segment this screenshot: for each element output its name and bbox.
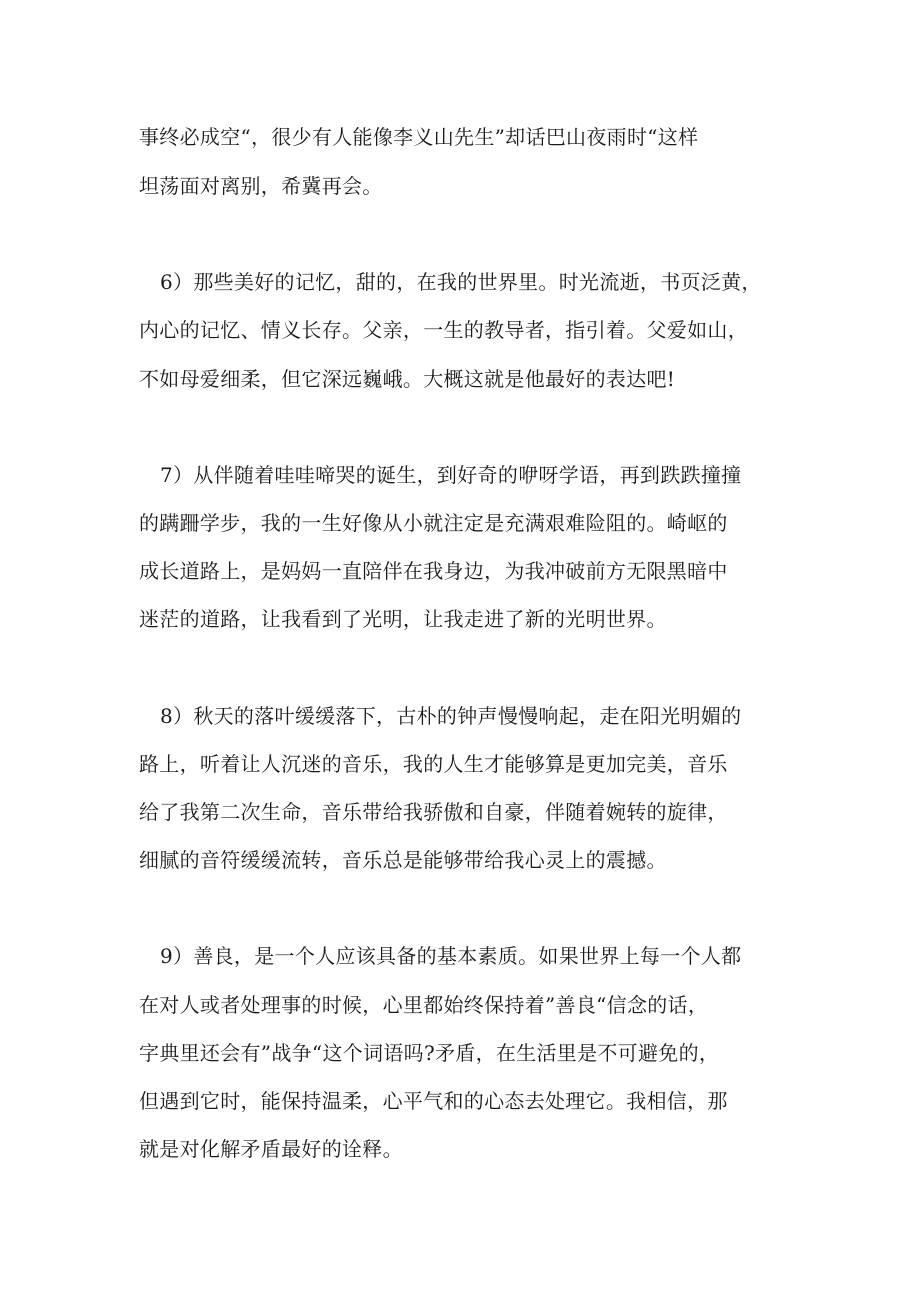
paragraph-line: 内心的记忆、情义长存。父亲，一生的教导者，指引着。父爱如山， — [139, 318, 748, 342]
paragraph-line: 成长道路上，是妈妈一直陪伴在我身边，为我冲破前方无限黑暗中 — [139, 559, 728, 583]
paragraph-line: 给了我第二次生命，音乐带给我骄傲和自豪，伴随着婉转的旋律， — [139, 800, 728, 824]
paragraph-line: 7）从伴随着哇哇啼哭的诞生，到好奇的咿呀学语，再到跌跌撞撞 — [160, 463, 742, 487]
paragraph-line: 坦荡面对离别，希冀再会。 — [139, 174, 383, 198]
paragraph-line: 但遇到它时，能保持温柔，心平气和的心态去处理它。我相信，那 — [139, 1089, 728, 1113]
paragraph-line: 不如母爱细柔，但它深远巍峨。大概这就是他最好的表达吧! — [139, 367, 676, 391]
paragraph-line: 8）秋天的落叶缓缓落下，古朴的钟声慢慢响起，走在阳光明媚的 — [160, 704, 742, 728]
paragraph-line: 细腻的音符缓缓流转，音乐总是能够带给我心灵上的震撼。 — [139, 848, 667, 872]
paragraph-line: 迷茫的道路，让我看到了光明，让我走进了新的光明世界。 — [139, 607, 667, 631]
paragraph-line: 字典里还会有”战争“这个词语吗?矛盾，在生活里是不可避免的， — [139, 1041, 720, 1065]
paragraph-line: 就是对化解矛盾最好的诠释。 — [139, 1137, 403, 1161]
paragraph-line: 在对人或者处理事的时候，心里都始终保持着”善良“信念的话， — [139, 993, 709, 1017]
paragraph-line: 的蹒跚学步，我的一生好像从小就注定是充满艰难险阻的。崎岖的 — [139, 511, 728, 535]
paragraph-line: 事终必成空“，很少有人能像李义山先生”却话巴山夜雨时“这样 — [139, 125, 699, 149]
paragraph-line: 路上，听着让人沉迷的音乐，我的人生才能够算是更加完美，音乐 — [139, 752, 728, 776]
paragraph-line: 9）善良，是一个人应该具备的基本素质。如果世界上每一个人都 — [160, 944, 742, 968]
paragraph-line: 6）那些美好的记忆，甜的，在我的世界里。时光流逝，书页泛黄， — [160, 270, 762, 294]
